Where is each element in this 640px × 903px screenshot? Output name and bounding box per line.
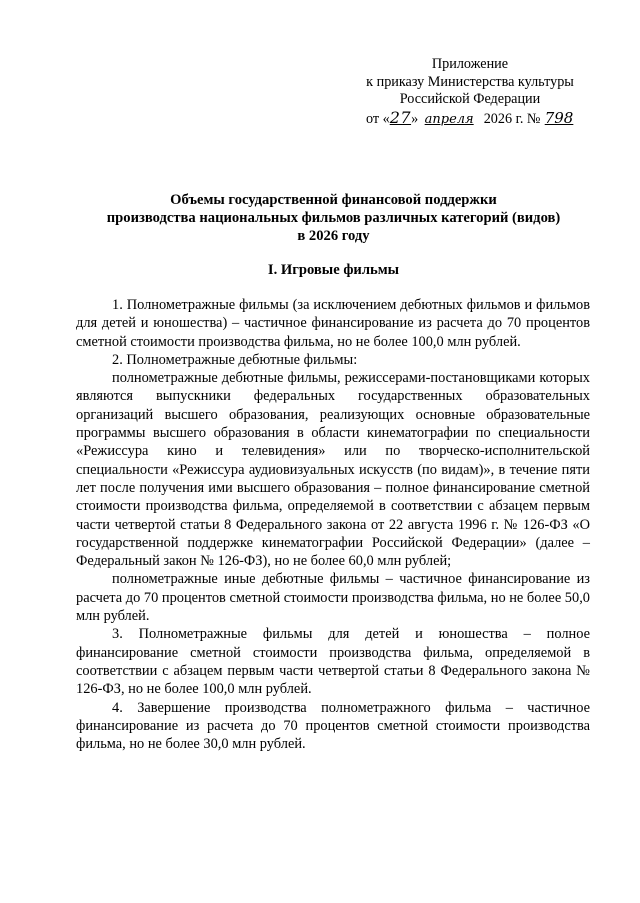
paragraph-1: 1. Полнометражные фильмы (за исключением дебютных фильмов и фильмов для детей и юношества) – частичное финансирование из расчета до 70 процентов сметной стоимости производства фильма, но не более 100,0 млн рублей. bbox=[76, 297, 590, 350]
appendix-line-1: Приложение bbox=[431, 56, 509, 72]
handwritten-day: 27 bbox=[389, 107, 412, 127]
handwritten-order-number: 798 bbox=[544, 108, 574, 127]
section-heading: I. Игровые фильмы bbox=[267, 262, 400, 278]
appendix-line-3: Российской Федерации bbox=[399, 91, 541, 107]
appendix-date-line bbox=[350, 109, 590, 129]
paragraph-6: 4. Завершение производства полнометражного фильма – частичное финансирование из расчета до 70 процентов сметной стоимости производства фильма, но не более 30,0 млн рублей. bbox=[76, 699, 590, 753]
paragraph-4: полнометражные иные дебютные фильмы – частичное финансирование из расчета до 70 процентов сметной стоимости производства фильма, но не более 50,0 млн рублей. bbox=[76, 571, 590, 625]
paragraph-3: полнометражные дебютные фильмы, режиссерами-постановщиками которых являются выпускники федеральных государственных образовательных организаций высшего образования, реализующих основные образовательные программы высшего образования в области кинематографии по специальности «Режиссура кино и телевидения» или по творческо-исполнительской специальности «Режиссура аудиовизуальных искусств (по видам)», в течение пяти лет после получения ими высшего образования – полное финансирование сметной стоимости производства фильма, определяемой в соответствии с абзацем первым части четвертой статьи 8 Федерального закона от 22 августа 1996 г. № 126-ФЗ «О государственной поддержке кинематографии Российской Федерации» (далее – Федеральный закон № 126-ФЗ), но не более 60,0 млн рублей; bbox=[76, 370, 590, 570]
date-year: 2026 г. № bbox=[483, 110, 541, 127]
title-line-2: производства национальных фильмов различных категорий (видов) bbox=[106, 210, 561, 226]
appendix-header bbox=[350, 56, 590, 128]
paragraph-2: 2. Полнометражные дебютные фильмы: bbox=[112, 351, 358, 368]
document-title bbox=[70, 191, 597, 245]
document-body bbox=[76, 296, 590, 753]
paragraph-5: 3. Полнометражные фильмы для детей и юношества – полное финансирование сметной стоимости производства фильма, определяемой в соответствии с абзацем первым части четвертой статьи 8 Федерального закона № 126-ФЗ, но не более 100,0 млн рублей. bbox=[76, 626, 590, 698]
date-mid: » bbox=[411, 110, 419, 127]
handwritten-month: апреля bbox=[424, 111, 474, 127]
date-prefix: от « bbox=[365, 110, 390, 127]
title-line-1: Объемы государственной финансовой поддержки bbox=[170, 192, 497, 208]
appendix-line-2: к приказу Министерства культуры bbox=[366, 73, 574, 90]
title-line-3: в 2026 году bbox=[297, 228, 370, 244]
